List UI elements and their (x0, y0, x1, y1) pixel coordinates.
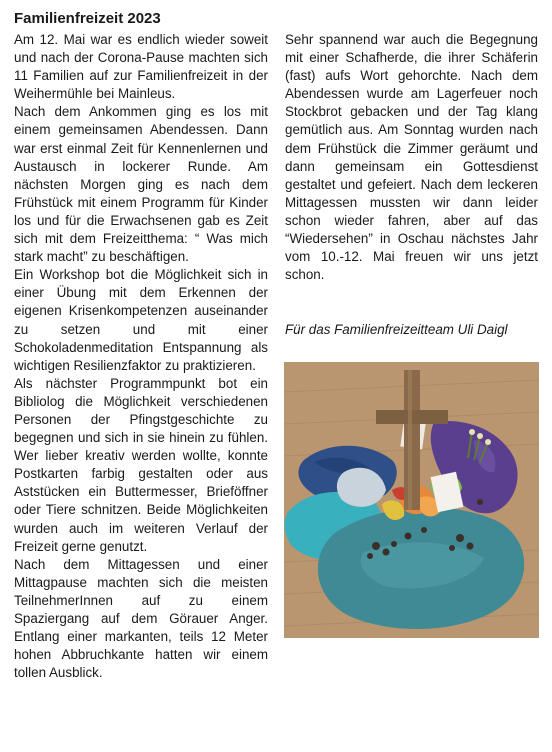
article-signature: Für das Familienfreizeitteam Uli Daigl (285, 322, 508, 337)
paragraph-arrival: Nach dem Ankommen ging es los mit einem gemeinsamen Abendessen. Dann war erst einmal Zeit für Kennenlernen und Austausch in lockerer Runde. Am nächsten Morgen ging es nach dem Frühstück mit einem Programm für Kinder los und für die Erwachsenen gab es Zeit sich mit dem Freizeitthema: “ Was mich stark macht” zu beschäftigen. (14, 104, 268, 265)
paragraph-bibliolog: Als nächster Programmpunkt bot ein Bibliolog die Möglichkeit verschiedenen Personen der Pfingstgeschichte zu begegnen und sich in sie hinein zu fühlen. Wer lieber kreativ werden wollte, konnte Postkarten farbig gestalten oder aus Aststücken ein Buttermesser, Brieföffner oder Tiere schnitzen. Beide Möglichkeiten wurden auch im weiteren Verlauf der Freizeit gerne genutzt. (14, 375, 268, 554)
event-photo (284, 362, 539, 638)
paragraph-walk: Nach dem Mittagessen und einer Mittagpause machten sich die meisten TeilnehmerInnen auf zu einem Spaziergang auf dem Görauer Anger. Entlang einer markanten, teils 12 Meter hohen Abbruchkante hatten wir einem tollen Ausblick. (14, 556, 268, 681)
article-right-column (285, 31, 538, 284)
article-left-column (14, 31, 268, 682)
article-title: Familienfreizeit 2023 (14, 10, 161, 27)
paragraph-sheep: Sehr spannend war auch die Begegnung mit einer Schafherde, die ihrer Schäferin (fast) aufs Wort gehorchte. Nach dem Abendessen wurde am Lagerfeuer noch Stockbrot gebacken und der Tag klang gemütlich aus. Am Sonntag wurden nach dem Frühstück die Zimmer geräumt und dann gemeinsam ein Gottesdienst gestaltet und gefeiert. Nach dem leckeren Mittagessen mussten wir dann leider schon wieder fahren, aber auf das “Wiedersehen” in Oschau nächstes Jahr vom 10.-12. Mai freuen wir uns jetzt schon. (285, 32, 538, 283)
paragraph-intro: Am 12. Mai war es endlich wieder soweit und nach der Corona-Pause machten sich 11 Familien auf zur Familienfreizeit in der Weihermühle bei Mainleus. (14, 32, 268, 102)
paragraph-workshop: Ein Workshop bot die Möglichkeit sich in einer Übung mit dem Erkennen der eigenen Krisenkompetenzen auseinander zu setzen und mit einer Schokoladenmeditation Entspannung als wichtigen Resilienzfaktor zu praktizieren. (14, 267, 268, 373)
photo-illustration (284, 362, 539, 638)
